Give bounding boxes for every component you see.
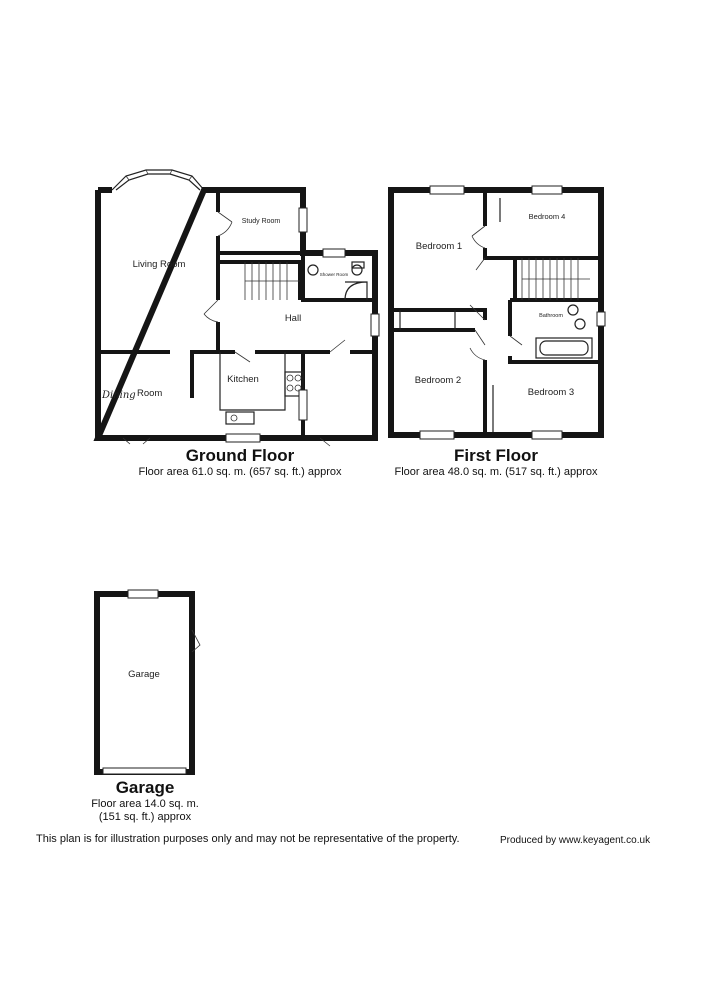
garage-room-label: Garage <box>128 669 160 680</box>
garage-plan <box>97 590 200 774</box>
first-floor-plan <box>391 186 605 439</box>
bay-window <box>112 170 204 190</box>
shower-room-label: Shower Room <box>319 272 349 277</box>
bedroom-2-label: Bedroom 2 <box>414 375 462 386</box>
first-floor-area: Floor area 48.0 sq. m. (517 sq. ft.) approx <box>394 466 598 478</box>
living-room-label: Living Room <box>132 259 186 270</box>
ground-floor-title: Ground Floor <box>185 446 295 465</box>
dining-handwritten-label: Dining <box>102 390 136 401</box>
hall-label: Hall <box>284 313 302 324</box>
ground-floor-plan <box>98 170 379 446</box>
bathroom-label: Bathroom <box>539 313 563 319</box>
garage-area-line-1: Floor area 14.0 sq. m. <box>91 798 199 810</box>
first-floor-caption <box>376 446 616 479</box>
garage-outer-wall <box>97 594 192 772</box>
ground-floor-caption <box>120 446 360 479</box>
kitchen-label: Kitchen <box>227 374 259 385</box>
garage-title: Garage <box>115 778 175 797</box>
ground-floor-area: Floor area 61.0 sq. m. (657 sq. ft.) approx <box>138 466 342 478</box>
garage-caption <box>80 778 210 824</box>
dining-room-label: Room <box>137 388 163 399</box>
garage-area-line-2: (151 sq. ft.) approx <box>98 811 192 823</box>
bedroom-4-label: Bedroom 4 <box>528 212 566 221</box>
study-room-label: Study Room <box>241 218 281 225</box>
first-floor-title: First Floor <box>453 446 539 465</box>
bedroom-1-label: Bedroom 1 <box>415 241 463 252</box>
disclaimer-text: This plan is for illustration purposes only and may not be representative of the property. <box>36 833 460 845</box>
producer-credit: Produced by www.keyagent.co.uk <box>500 835 651 846</box>
first-outer-wall <box>391 190 601 435</box>
ground-outer-wall <box>98 190 375 438</box>
bedroom-3-label: Bedroom 3 <box>527 387 575 398</box>
